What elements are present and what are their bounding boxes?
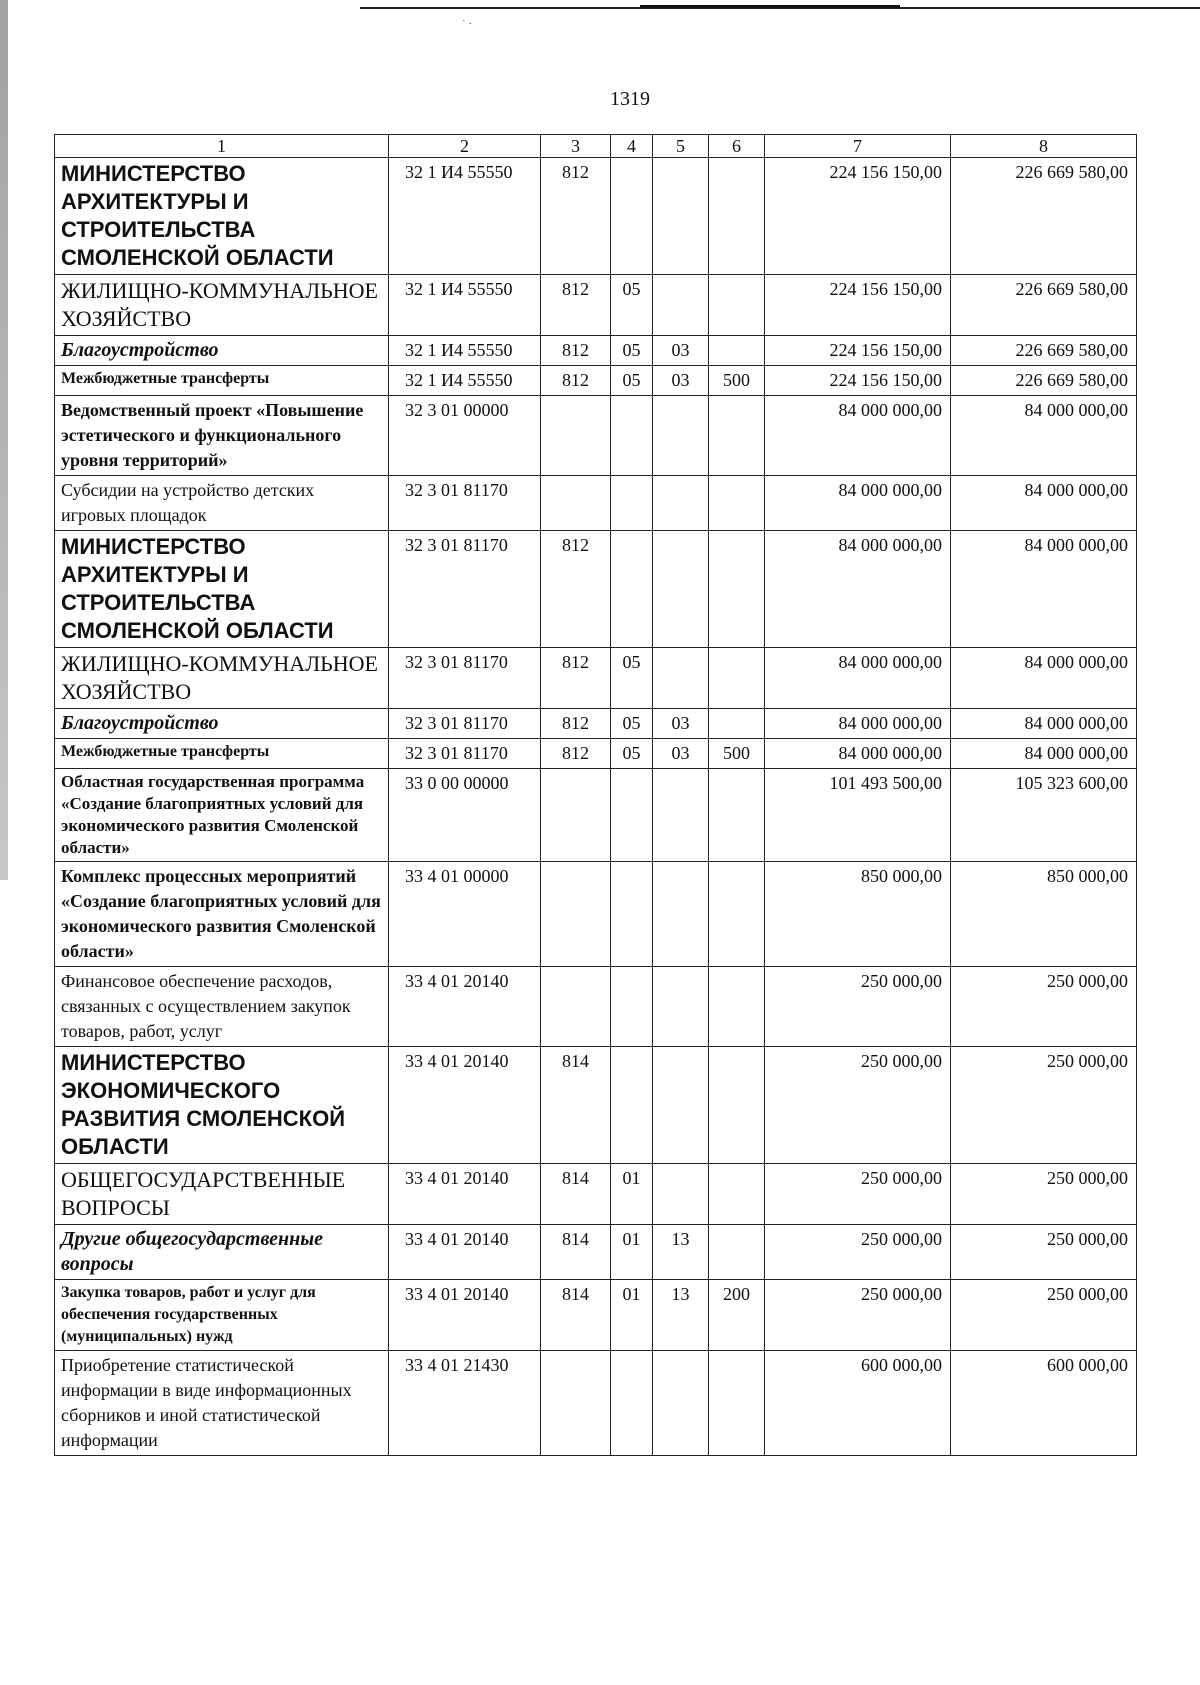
row-amount-cell: 84 000 000,00 <box>765 648 951 709</box>
table-row <box>55 1280 1137 1351</box>
row-subsection-cell <box>653 648 709 709</box>
table-row <box>55 531 1137 648</box>
row-name-cell: Межбюджетные трансферты <box>55 366 389 396</box>
row-name-cell: Ведомственный проект «Повышение эстетического и функционального уровня территорий» <box>55 396 389 476</box>
row-code-cell: 32 3 01 81170 <box>389 531 541 648</box>
row-amount-cell: 84 000 000,00 <box>765 396 951 476</box>
row-code-cell: 32 3 01 81170 <box>389 739 541 769</box>
row-code-cell: 33 4 01 00000 <box>389 862 541 967</box>
row-subsection-cell <box>653 1164 709 1225</box>
row-amount-cell: 600 000,00 <box>765 1351 951 1456</box>
row-section-cell <box>611 862 653 967</box>
row-section-cell <box>611 1047 653 1164</box>
row-amount-cell: 850 000,00 <box>765 862 951 967</box>
header-cell: 7 <box>765 135 951 158</box>
table-row <box>55 1164 1137 1225</box>
row-ministry-code-cell: 812 <box>541 709 611 739</box>
row-amount-cell: 600 000,00 <box>951 1351 1137 1456</box>
row-expense-type-cell <box>709 531 765 648</box>
row-code-cell: 33 4 01 21430 <box>389 1351 541 1456</box>
scan-edge-shadow <box>0 0 8 880</box>
row-amount-cell: 250 000,00 <box>765 967 951 1047</box>
row-name-cell: Закупка товаров, работ и услуг для обеспечения государственных (муниципальных) нужд <box>55 1280 389 1351</box>
row-name-cell: МИНИСТЕРСТВО АРХИТЕКТУРЫ И СТРОИТЕЛЬСТВА СМОЛЕНСКОЙ ОБЛАСТИ <box>55 531 389 648</box>
row-expense-type-cell <box>709 476 765 531</box>
row-ministry-code-cell: 814 <box>541 1225 611 1280</box>
row-section-cell <box>611 1351 653 1456</box>
row-code-cell: 33 4 01 20140 <box>389 1280 541 1351</box>
table-row <box>55 1225 1137 1280</box>
header-cell: 5 <box>653 135 709 158</box>
row-amount-cell: 226 669 580,00 <box>951 275 1137 336</box>
row-section-cell: 05 <box>611 366 653 396</box>
row-amount-cell: 250 000,00 <box>951 1164 1137 1225</box>
row-section-cell <box>611 476 653 531</box>
row-section-cell <box>611 158 653 275</box>
row-expense-type-cell <box>709 1047 765 1164</box>
row-ministry-code-cell: 812 <box>541 158 611 275</box>
row-ministry-code-cell: 812 <box>541 275 611 336</box>
row-code-cell: 32 3 01 81170 <box>389 648 541 709</box>
row-expense-type-cell <box>709 396 765 476</box>
row-name-cell: Благоустройство <box>55 709 389 739</box>
table-row <box>55 709 1137 739</box>
row-ministry-code-cell: 812 <box>541 336 611 366</box>
row-ministry-code-cell <box>541 476 611 531</box>
row-expense-type-cell <box>709 769 765 862</box>
row-amount-cell: 250 000,00 <box>951 1047 1137 1164</box>
header-cell: 6 <box>709 135 765 158</box>
row-subsection-cell: 13 <box>653 1225 709 1280</box>
row-section-cell: 05 <box>611 709 653 739</box>
row-ministry-code-cell: 812 <box>541 531 611 648</box>
row-code-cell: 32 1 И4 55550 <box>389 158 541 275</box>
row-name-cell: ЖИЛИЩНО-КОММУНАЛЬНОЕ ХОЗЯЙСТВО <box>55 648 389 709</box>
row-amount-cell: 84 000 000,00 <box>765 531 951 648</box>
table-row <box>55 769 1137 862</box>
row-amount-cell: 226 669 580,00 <box>951 158 1137 275</box>
row-expense-type-cell <box>709 1225 765 1280</box>
row-code-cell: 32 1 И4 55550 <box>389 275 541 336</box>
table-row <box>55 967 1137 1047</box>
row-subsection-cell: 03 <box>653 336 709 366</box>
row-section-cell: 05 <box>611 336 653 366</box>
row-code-cell: 32 3 01 81170 <box>389 476 541 531</box>
row-subsection-cell <box>653 531 709 648</box>
row-amount-cell: 224 156 150,00 <box>765 336 951 366</box>
row-ministry-code-cell: 814 <box>541 1047 611 1164</box>
row-expense-type-cell <box>709 275 765 336</box>
row-amount-cell: 84 000 000,00 <box>765 709 951 739</box>
table-row <box>55 275 1137 336</box>
row-section-cell: 05 <box>611 648 653 709</box>
row-ministry-code-cell <box>541 769 611 862</box>
row-expense-type-cell <box>709 158 765 275</box>
row-ministry-code-cell: 812 <box>541 366 611 396</box>
row-amount-cell: 84 000 000,00 <box>951 476 1137 531</box>
table-row <box>55 1351 1137 1456</box>
row-expense-type-cell: 500 <box>709 739 765 769</box>
row-amount-cell: 84 000 000,00 <box>951 648 1137 709</box>
row-code-cell: 32 3 01 81170 <box>389 709 541 739</box>
row-amount-cell: 224 156 150,00 <box>765 158 951 275</box>
row-code-cell: 33 4 01 20140 <box>389 1225 541 1280</box>
table-row <box>55 1047 1137 1164</box>
row-amount-cell: 84 000 000,00 <box>951 396 1137 476</box>
row-ministry-code-cell <box>541 1351 611 1456</box>
table-row <box>55 739 1137 769</box>
row-ministry-code-cell <box>541 967 611 1047</box>
row-amount-cell: 850 000,00 <box>951 862 1137 967</box>
row-ministry-code-cell: 814 <box>541 1164 611 1225</box>
header-cell: 1 <box>55 135 389 158</box>
scan-top-line-thick <box>640 5 900 8</box>
row-section-cell <box>611 531 653 648</box>
row-subsection-cell <box>653 1351 709 1456</box>
row-section-cell <box>611 769 653 862</box>
page-number: 1319 <box>610 88 650 110</box>
row-expense-type-cell <box>709 967 765 1047</box>
row-name-cell: Финансовое обеспечение расходов, связанных с осуществлением закупок товаров, работ, услуг <box>55 967 389 1047</box>
table-row <box>55 476 1137 531</box>
row-subsection-cell <box>653 476 709 531</box>
row-subsection-cell: 13 <box>653 1280 709 1351</box>
table-row <box>55 336 1137 366</box>
row-amount-cell: 250 000,00 <box>765 1047 951 1164</box>
row-subsection-cell <box>653 1047 709 1164</box>
row-subsection-cell: 03 <box>653 739 709 769</box>
row-subsection-cell <box>653 967 709 1047</box>
row-name-cell: Комплекс процессных мероприятий «Создание благоприятных условий для экономического развития Смоленской области» <box>55 862 389 967</box>
row-expense-type-cell: 500 <box>709 366 765 396</box>
row-section-cell: 01 <box>611 1225 653 1280</box>
row-subsection-cell <box>653 769 709 862</box>
row-amount-cell: 250 000,00 <box>951 967 1137 1047</box>
row-expense-type-cell <box>709 336 765 366</box>
row-name-cell: Приобретение статистической информации в виде информационных сборников и иной статистической информации <box>55 1351 389 1456</box>
row-name-cell: Благоустройство <box>55 336 389 366</box>
row-amount-cell: 84 000 000,00 <box>765 476 951 531</box>
table-row <box>55 396 1137 476</box>
row-amount-cell: 250 000,00 <box>951 1225 1137 1280</box>
header-cell: 2 <box>389 135 541 158</box>
row-name-cell: Областная государственная программа «Создание благоприятных условий для экономического развития Смоленской области» <box>55 769 389 862</box>
table-row <box>55 862 1137 967</box>
row-ministry-code-cell: 812 <box>541 648 611 709</box>
header-row <box>55 135 1137 158</box>
row-subsection-cell: 03 <box>653 709 709 739</box>
row-expense-type-cell <box>709 709 765 739</box>
row-section-cell: 05 <box>611 275 653 336</box>
row-expense-type-cell <box>709 1164 765 1225</box>
row-expense-type-cell <box>709 648 765 709</box>
table-row <box>55 158 1137 275</box>
row-code-cell: 33 4 01 20140 <box>389 1164 541 1225</box>
row-expense-type-cell <box>709 1351 765 1456</box>
row-name-cell: ЖИЛИЩНО-КОММУНАЛЬНОЕ ХОЗЯЙСТВО <box>55 275 389 336</box>
table-row <box>55 648 1137 709</box>
row-name-cell: Субсидии на устройство детских игровых площадок <box>55 476 389 531</box>
row-amount-cell: 250 000,00 <box>765 1225 951 1280</box>
budget-table <box>54 134 1137 1456</box>
row-expense-type-cell: 200 <box>709 1280 765 1351</box>
header-cell: 3 <box>541 135 611 158</box>
row-amount-cell: 101 493 500,00 <box>765 769 951 862</box>
row-section-cell: 01 <box>611 1280 653 1351</box>
row-amount-cell: 226 669 580,00 <box>951 366 1137 396</box>
row-section-cell <box>611 396 653 476</box>
row-code-cell: 33 4 01 20140 <box>389 1047 541 1164</box>
row-amount-cell: 250 000,00 <box>765 1280 951 1351</box>
table-row <box>55 366 1137 396</box>
row-amount-cell: 84 000 000,00 <box>951 531 1137 648</box>
row-expense-type-cell <box>709 862 765 967</box>
row-section-cell <box>611 967 653 1047</box>
row-amount-cell: 224 156 150,00 <box>765 275 951 336</box>
row-amount-cell: 250 000,00 <box>765 1164 951 1225</box>
row-section-cell: 01 <box>611 1164 653 1225</box>
row-amount-cell: 84 000 000,00 <box>951 739 1137 769</box>
row-amount-cell: 84 000 000,00 <box>951 709 1137 739</box>
row-code-cell: 33 0 00 00000 <box>389 769 541 862</box>
row-amount-cell: 84 000 000,00 <box>765 739 951 769</box>
row-amount-cell: 226 669 580,00 <box>951 336 1137 366</box>
row-ministry-code-cell <box>541 396 611 476</box>
row-name-cell: МИНИСТЕРСТВО АРХИТЕКТУРЫ И СТРОИТЕЛЬСТВА СМОЛЕНСКОЙ ОБЛАСТИ <box>55 158 389 275</box>
row-ministry-code-cell: 812 <box>541 739 611 769</box>
row-ministry-code-cell <box>541 862 611 967</box>
row-subsection-cell <box>653 862 709 967</box>
row-amount-cell: 224 156 150,00 <box>765 366 951 396</box>
row-name-cell: Межбюджетные трансферты <box>55 739 389 769</box>
row-subsection-cell <box>653 396 709 476</box>
row-name-cell: МИНИСТЕРСТВО ЭКОНОМИЧЕСКОГО РАЗВИТИЯ СМОЛЕНСКОЙ ОБЛАСТИ <box>55 1047 389 1164</box>
row-amount-cell: 105 323 600,00 <box>951 769 1137 862</box>
row-name-cell: Другие общегосударственные вопросы <box>55 1225 389 1280</box>
row-section-cell: 05 <box>611 739 653 769</box>
row-code-cell: 32 1 И4 55550 <box>389 336 541 366</box>
row-subsection-cell <box>653 158 709 275</box>
row-name-cell: ОБЩЕГОСУДАРСТВЕННЫЕ ВОПРОСЫ <box>55 1164 389 1225</box>
header-cell: 8 <box>951 135 1137 158</box>
row-subsection-cell: 03 <box>653 366 709 396</box>
row-code-cell: 32 3 01 00000 <box>389 396 541 476</box>
row-amount-cell: 250 000,00 <box>951 1280 1137 1351</box>
row-ministry-code-cell: 814 <box>541 1280 611 1351</box>
header-cell: 4 <box>611 135 653 158</box>
scan-speck: ˙ · <box>462 18 473 30</box>
row-code-cell: 32 1 И4 55550 <box>389 366 541 396</box>
row-subsection-cell <box>653 275 709 336</box>
row-code-cell: 33 4 01 20140 <box>389 967 541 1047</box>
